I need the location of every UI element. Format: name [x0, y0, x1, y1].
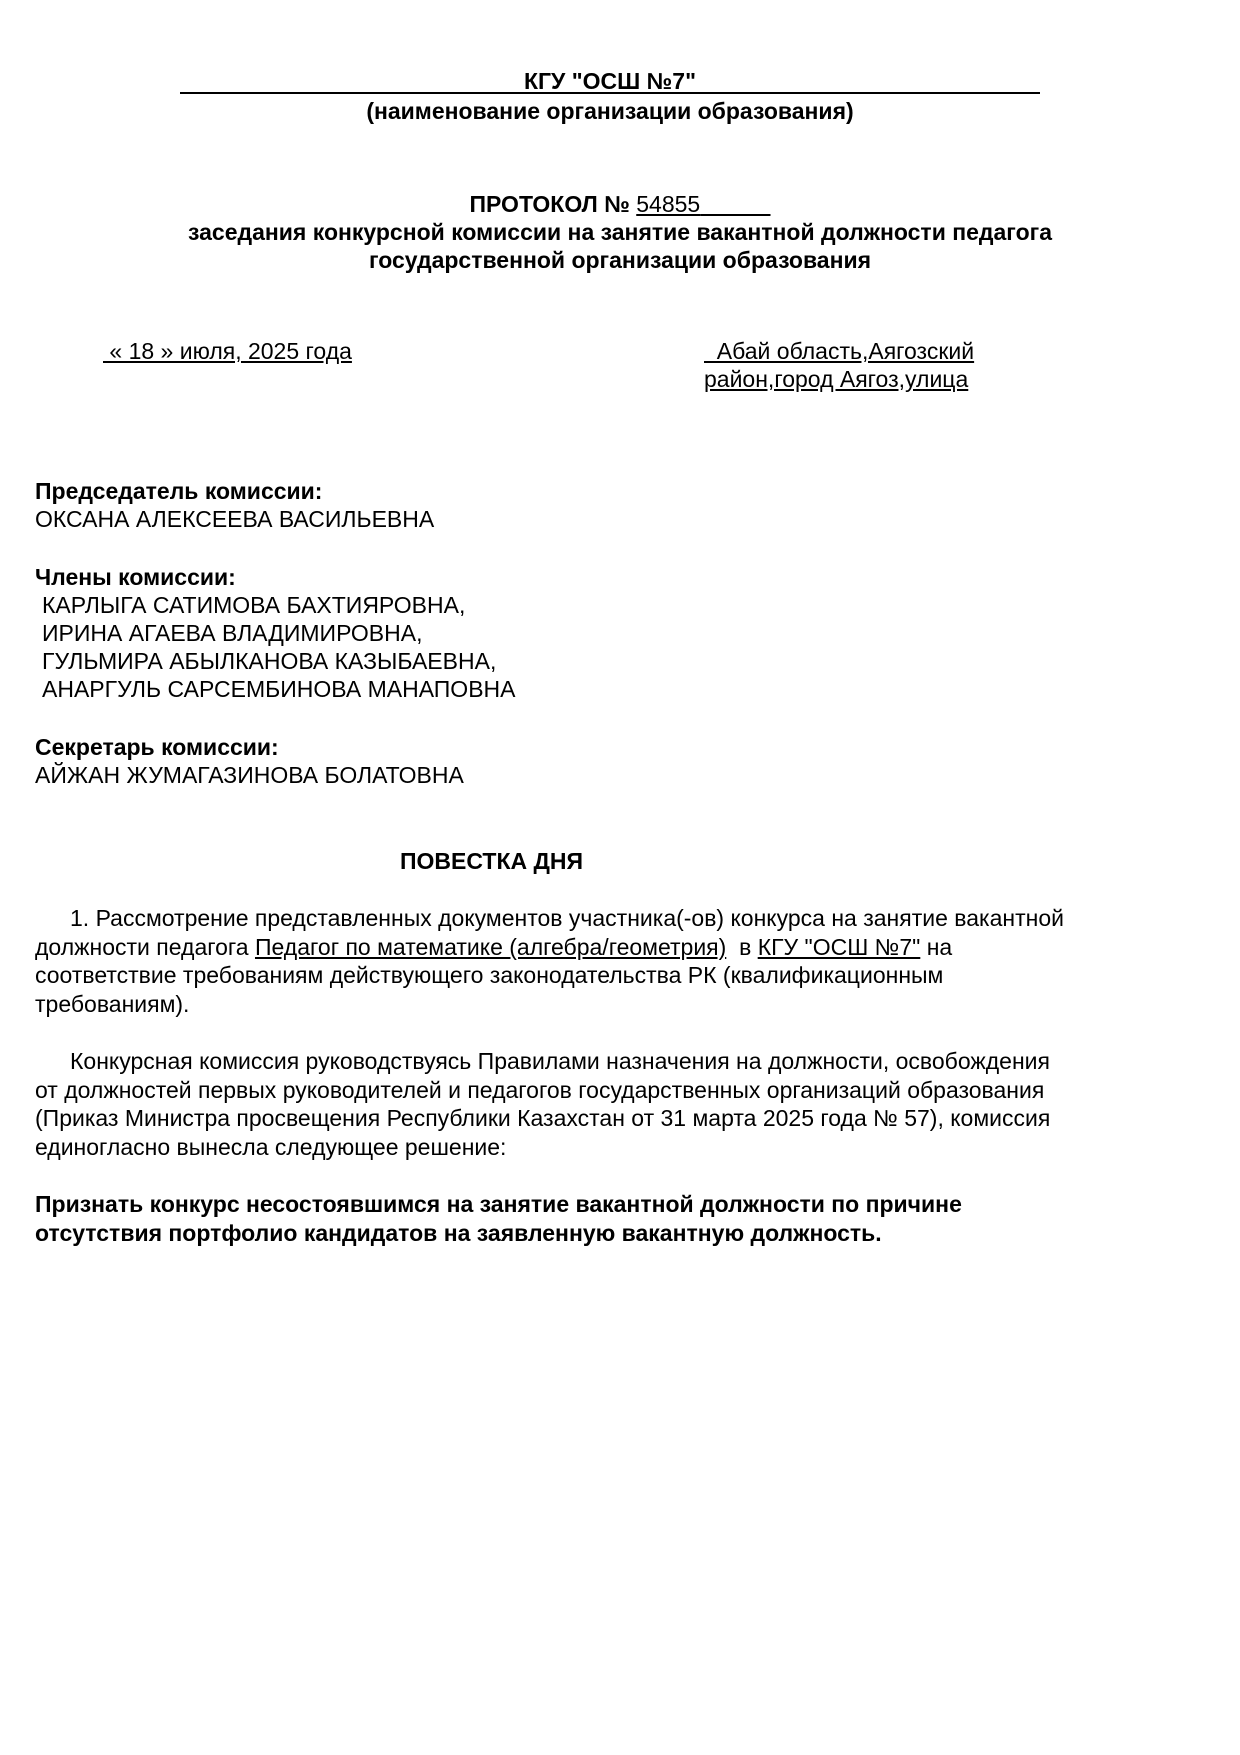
meeting-date: « 18 » июля, 2025 года — [103, 338, 352, 364]
chair-name: ОКСАНА АЛЕКСЕЕВА ВАСИЛЬЕВНА — [35, 506, 435, 532]
protocol-label: ПРОТОКОЛ № — [469, 191, 630, 217]
protocol-title — [0, 190, 1240, 218]
agenda-item1-text: 1. Рассмотрение представленных документов участника(-ов) конкурса на занятие вакантной должности педагога — [35, 905, 1064, 960]
secretary-name: АЙЖАН ЖУМАГАЗИНОВА БОЛАТОВНА — [35, 762, 464, 788]
protocol-subtitle-line2: государственной организации образования — [368, 247, 872, 273]
member-item: ГУЛЬМИРА АБЫЛКАНОВА КАЗЫБАЕВНА, — [42, 648, 497, 674]
organization-ref: КГУ "ОСШ №7" — [757, 933, 921, 960]
secretary-label: Секретарь комиссии: — [35, 734, 279, 760]
meeting-place-line2: район,город Аягоз,улица — [704, 366, 969, 392]
agenda-item1-tail: на соответствие требованиям действующего законодательства РК (квалификационным требованиям). — [35, 933, 953, 1017]
agenda-title: ПОВЕСТКА ДНЯ — [400, 848, 584, 874]
member-item: ИРИНА АГАЕВА ВЛАДИМИРОВНА, — [42, 620, 423, 646]
org-name: КГУ "ОСШ №7" — [523, 68, 697, 94]
commission-paragraph-text: Конкурсная комиссия руководствуясь Правилами назначения на должности, освобождения от должностей первых руководителей и педагогов государственных организаций образования (Приказ Министра просвещения Республики Казахстан от 31 марта 2025 года № 57), комиссия единогласно вынесла следующее решение: — [35, 1048, 1051, 1160]
commission-paragraph — [35, 1047, 1075, 1161]
org-name-line — [180, 68, 1040, 94]
decision-text: Признать конкурс несостоявшимся на занятие вакантной должности по причине отсутствия портфолио кандидатов на заявленную вакантную должность. — [35, 1191, 962, 1246]
protocol-subtitle-line1: заседания конкурсной комиссии на занятие вакантной должности педагога — [188, 219, 1052, 245]
member-item: КАРЛЫГА САТИМОВА БАХТИЯРОВНА, — [42, 592, 466, 618]
chair-label: Председатель комиссии: — [35, 478, 323, 504]
meeting-place-line1: Абай область,Аягозский — [704, 338, 975, 364]
agenda-item-1 — [35, 904, 1075, 1018]
org-caption: (наименование организации образования) — [366, 98, 854, 124]
member-item: АНАРГУЛЬ САРСЕМБИНОВА МАНАПОВНА — [42, 676, 516, 702]
vacant-position: Педагог по математике (алгебра/геометрия) — [254, 933, 727, 960]
members-label: Члены комиссии: — [35, 564, 236, 590]
agenda-item1-mid: в — [726, 933, 758, 960]
protocol-number: 54855 — [636, 191, 701, 217]
decision — [35, 1190, 1075, 1247]
